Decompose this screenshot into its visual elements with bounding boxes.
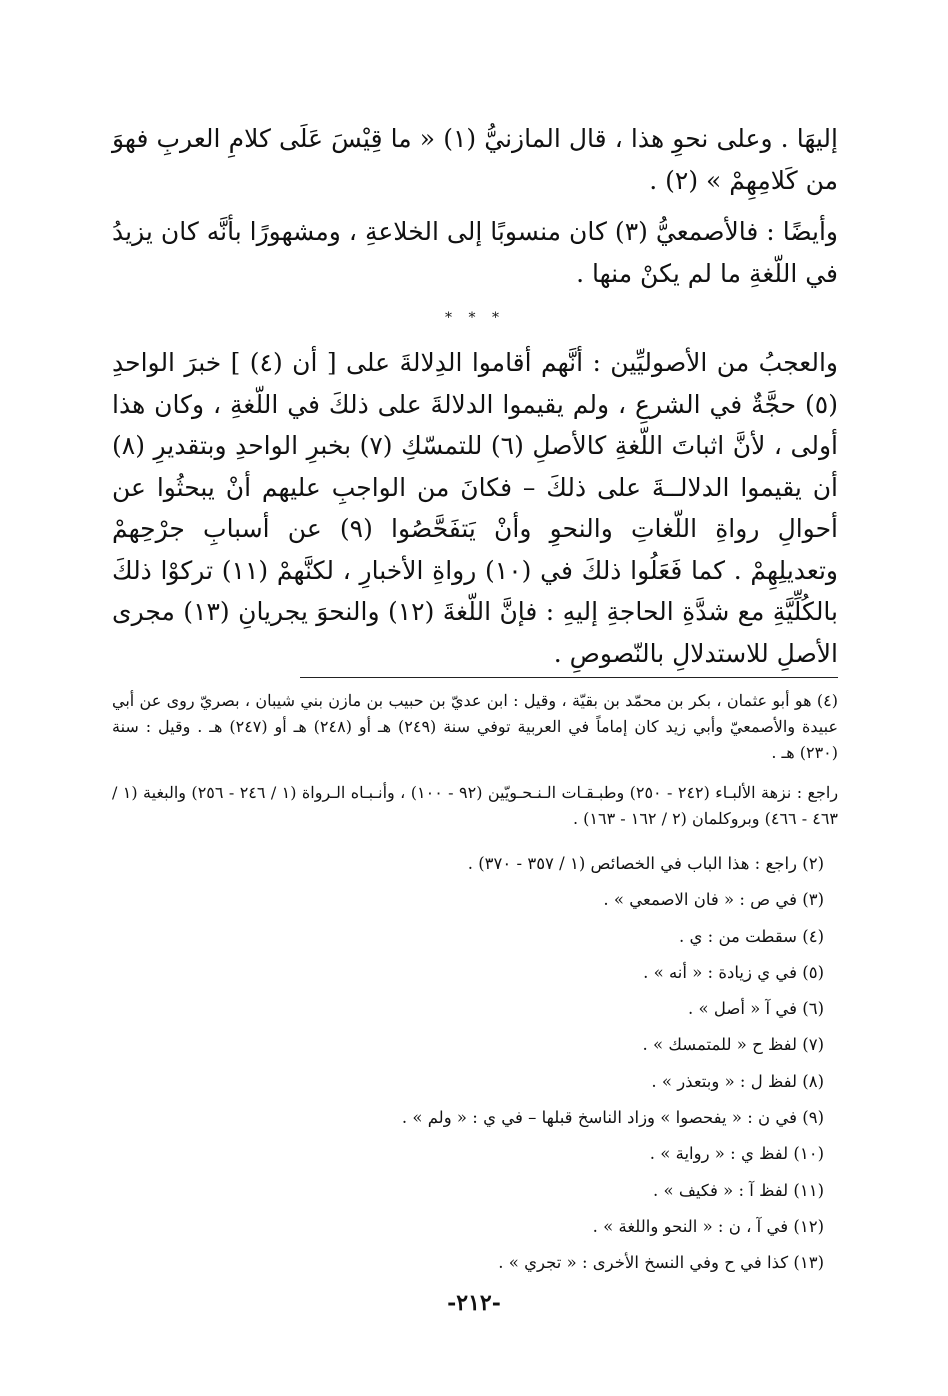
footnote-5: (٥) في ي زيادة : « أنه » . <box>643 962 824 982</box>
paragraph-gap <box>112 201 838 211</box>
section-divider: * * * <box>445 310 505 326</box>
footnotes <box>112 688 838 1282</box>
footnote-references: راجع : نزهة الألبـاء (٢٤٢ - ٢٥٠) وطبـقـات الـنـحـويّين (٩٢ - ١٠٠) ، وأنـبـاه الـرواة (١ / ٢٤٦ - ٢٥٦) والبغية (١ / ٤٦٣ - ٤٦٦) وبروكلمان (٢ / ١٦٢ - ١٦٣) . <box>112 783 839 828</box>
footnote-10: (١٠) لفظ ي : « رواية » . <box>649 1144 824 1164</box>
footnote-4: (٤) سقطت من : ي . <box>678 926 824 946</box>
footnote-7: (٧) لفظ ح « للمتمسك » . <box>642 1035 824 1055</box>
paragraph-3: والعجبُ من الأصوليِّين : أنَّهم أقاموا الدِلالةَ على [ أن (٤) ] خبرَ الواحدِ (٥) حجَّةٌ في الشرعِ ، ولم يقيموا الدلالةَ على ذلكَ في اللّغةِ ، وكان هذا أولى ، لأنَّ اثباتَ اللّغةِ كالأصلِ (٦) للتمسّكِ (٧) بخبرِ الواحدِ وبتقديرِ (٨) أن يقيموا الدلالــةَ على ذلكَ – فكانَ من الواجبِ عليهم أنْ يبحثُوا عن أحوالِ رواةِ اللّغاتِ والنحوِ وأنْ يَتفَحَّصُوا (٩) عن أسبابِ جرْحِهمْ وتعديلِهِمْ . كما فَعَلُوا ذلكَ في (١٠) رواةِ الأخبارِ ، لكنَّهمْ (١١) تركوْا ذلكَ بالكُلِّيَّةِ مع شدَّةِ الحاجةِ إليهِ : فإنَّ اللّغةَ (١٢) والنحوَ يجريانِ (١٣) مجرى الأصلِ للاستدلالِ بالنّصوصِ . <box>112 348 839 668</box>
footnote-separator <box>300 677 838 678</box>
page-number: -٢١٢- <box>447 1290 501 1316</box>
footnote-11: (١١) لفظ آ : « فكيف » . <box>653 1180 824 1200</box>
footnote-13: (١٣) كذا في ح وفي النسخ الأخرى : « تجري » . <box>498 1253 824 1273</box>
footnote-12: (١٢) في آ ، ن : « النحو واللغة » . <box>592 1216 824 1236</box>
footnote-8: (٨) لفظ ل : « وبتعذر » . <box>651 1071 824 1091</box>
paragraph-1: إليهَا . وعلى نحوِ هذا ، قال المازنيُّ (١) « ما قِيْسَ عَلَى كلامِ العربِ فهوَ من كَلامِهِمْ » (٢) . <box>112 124 838 195</box>
footnote-biography: (٤) هو أبو عثمان ، بكر بن محمّد بن بقيّة ، وقيل : ابن عديّ بن حبيب بن مازن بني شيبان ، بصريّ روى عن أبي عبيدة والأصمعيّ وأبي زيد كان إماماً في العربية توفي سنة (٢٤٩) هـ أو (٢٤٨) هـ أو (٢٤٧) هـ . وقيل : سنة (٢٣٠) هـ . <box>112 691 838 762</box>
footnote-2: (٢) راجع : هذا الباب في الخصائص (١ / ٣٥٧ - ٣٧٠) . <box>467 854 824 873</box>
paragraph-2: وأيضًا : فالأصمعيُّ (٣) كان منسوبًا إلى الخلاعةِ ، ومشهورًا بأنَّه كان يزيدُ في اللّغةِ ما لم يكنْ منها . <box>112 217 838 288</box>
footnote-3: (٣) في ص : « فان الاصمعي » . <box>603 890 824 910</box>
footnote-9: (٩) في ن : « يفحصوا » وزاد الناسخ قبلها – في ي : « ولم » . <box>401 1108 824 1128</box>
main-text <box>112 118 838 674</box>
footnote-6: (٦) في آ « أصل » . <box>688 999 824 1019</box>
